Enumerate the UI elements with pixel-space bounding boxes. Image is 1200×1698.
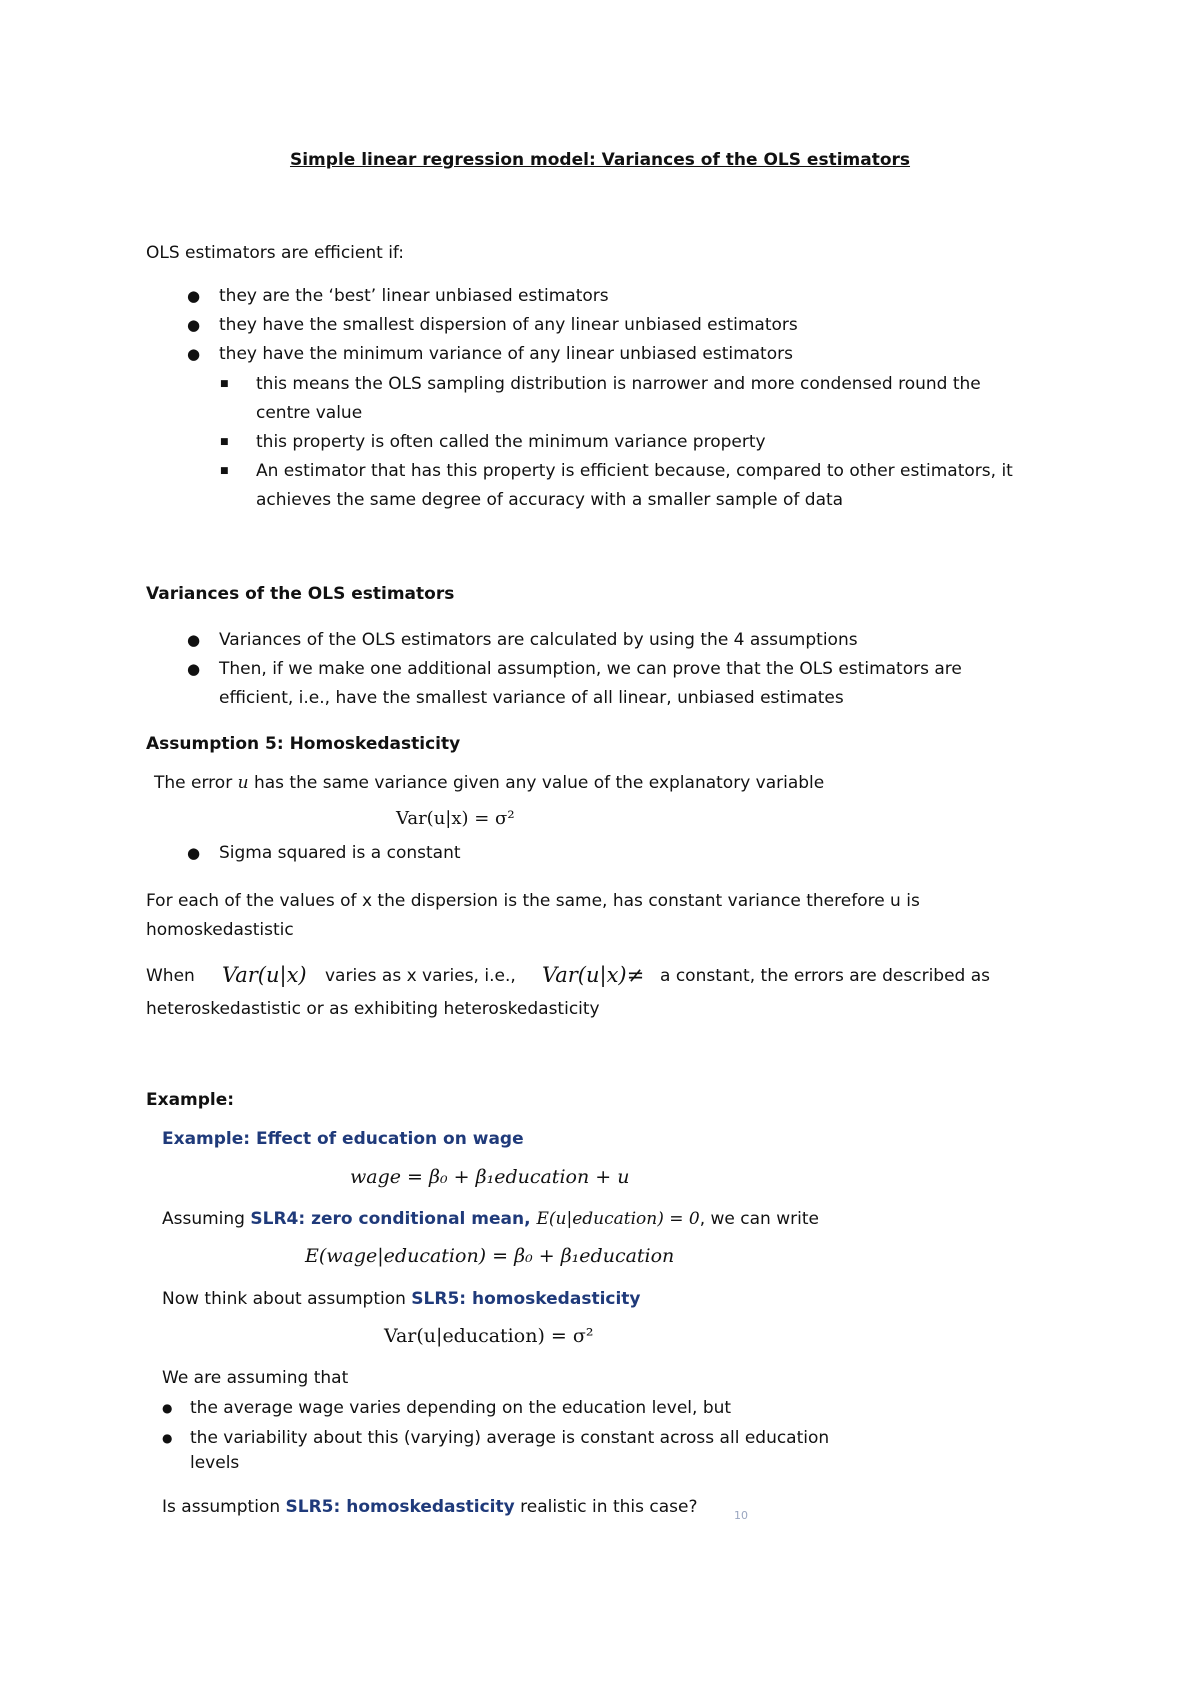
- list-item-continuation: levels: [190, 1453, 240, 1473]
- list-item: the variability about this (varying) average is constant across all education: [190, 1428, 830, 1448]
- list-item: this property is often called the minimum variance property: [256, 432, 766, 452]
- page-title: Simple linear regression model: Variances of the OLS estimators: [289, 150, 911, 170]
- assuming-slr4-line: Assuming SLR4: zero conditional mean, E(u|education) = 0, we can write: [162, 1209, 819, 1229]
- heteroskedastic-text: heteroskedastistic or as exhibiting heteroskedasticity: [146, 999, 600, 1019]
- bullet-dot: ●: [187, 844, 201, 862]
- equation-wage: wage = β₀ + β₁education + u: [350, 1166, 630, 1188]
- section-heading-variances: Variances of the OLS estimators: [146, 584, 455, 604]
- list-item: this means the OLS sampling distribution is narrower and more condensed round the: [256, 374, 981, 394]
- bullet-dot: ●: [162, 1401, 173, 1415]
- list-item-continuation: centre value: [256, 403, 363, 423]
- list-item: the average wage varies depending on the education level, but: [190, 1398, 732, 1418]
- bullet-dot: ●: [162, 1431, 173, 1445]
- example-slide-heading: Example: Effect of education on wage: [162, 1129, 524, 1149]
- list-item-continuation: efficient, i.e., have the smallest variance of all linear, unbiased estimates: [219, 688, 844, 708]
- slide-excerpt-homoskedasticity-text: The error u has the same variance given any value of the explanatory variable: [154, 773, 825, 793]
- bullet-dot: ●: [187, 316, 201, 334]
- assuming-that-text: We are assuming that: [162, 1368, 349, 1388]
- bullet-dot: ●: [187, 631, 201, 649]
- bullet-square: ■: [220, 379, 229, 389]
- slide-page-number: 10: [734, 1509, 748, 1522]
- list-item-continuation: achieves the same degree of accuracy with a smaller sample of data: [256, 490, 844, 510]
- bullet-dot: ●: [187, 345, 201, 363]
- list-item: Sigma squared is a constant: [219, 843, 461, 863]
- bullet-dot: ●: [187, 660, 201, 678]
- equation-var-u-education: Var(u|education) = σ²: [384, 1325, 594, 1347]
- equation-expected-wage: E(wage|education) = β₀ + β₁education: [305, 1245, 675, 1267]
- bullet-dot: ●: [187, 287, 201, 305]
- expr-var-u-given-x: Var(u|x): [222, 963, 307, 987]
- when-end-text: a constant, the errors are described as: [660, 966, 991, 986]
- list-item: Then, if we make one additional assumption, we can prove that the OLS estimators are: [219, 659, 962, 679]
- assumption5-heading: Assumption 5: Homoskedasticity: [146, 734, 461, 754]
- list-item: An estimator that has this property is efficient because, compared to other estimators, it: [256, 461, 1013, 481]
- list-item: they have the smallest dispersion of any linear unbiased estimators: [219, 315, 798, 335]
- intro-text: OLS estimators are efficient if:: [146, 243, 405, 263]
- list-item: they have the minimum variance of any linear unbiased estimators: [219, 344, 793, 364]
- paragraph-dispersion: For each of the values of x the dispersion is the same, has constant variance therefore u is: [146, 891, 920, 911]
- list-item: they are the ‘best’ linear unbiased estimators: [219, 286, 609, 306]
- bullet-square: ■: [220, 466, 229, 476]
- example-label: Example:: [146, 1090, 235, 1110]
- when-label: When: [146, 966, 195, 986]
- think-slr5-line: Now think about assumption SLR5: homoskedasticity: [162, 1289, 641, 1309]
- question-slr5-line: Is assumption SLR5: homoskedasticity realistic in this case?: [162, 1497, 698, 1517]
- bullet-square: ■: [220, 437, 229, 447]
- formula-var-u-given-x: Var(u|x) = σ²: [396, 808, 515, 829]
- paragraph-dispersion-cont: homoskedastistic: [146, 920, 294, 940]
- expr-var-not-equal: Var(u|x)≠: [542, 963, 645, 987]
- list-item: Variances of the OLS estimators are calculated by using the 4 assumptions: [219, 630, 858, 650]
- when-middle-text: varies as x varies, i.e.,: [325, 966, 516, 986]
